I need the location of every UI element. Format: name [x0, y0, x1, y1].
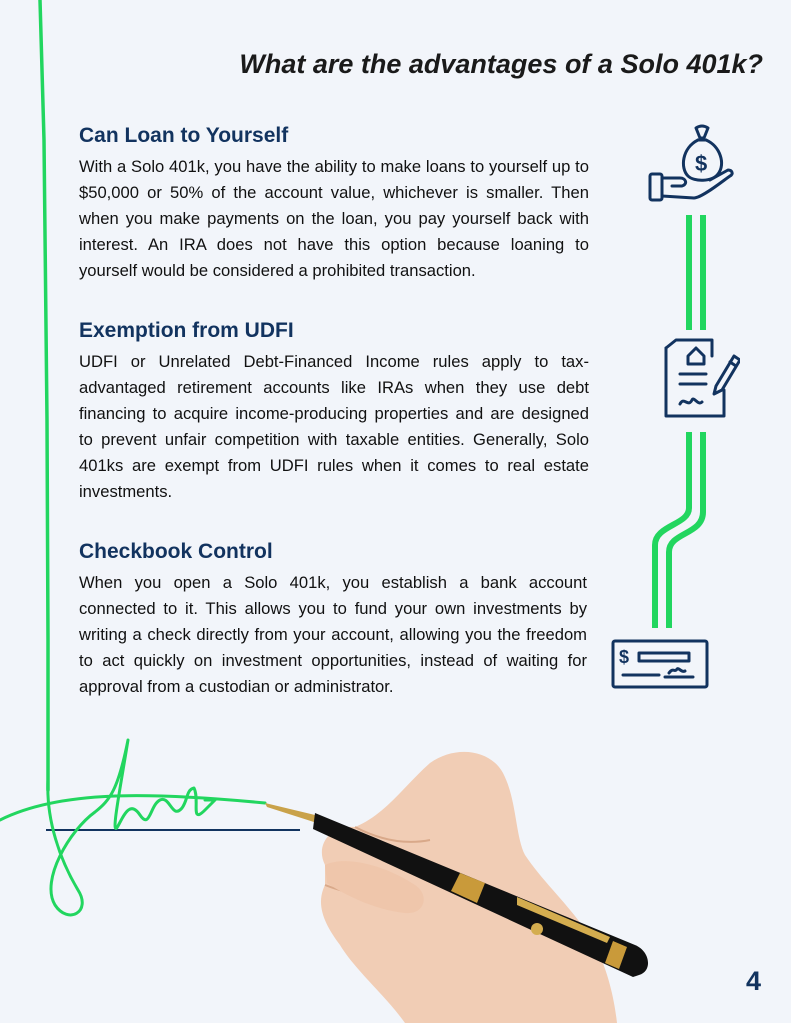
- svg-text:$: $: [619, 647, 630, 667]
- section-body: UDFI or Unrelated Debt-Financed Income rules apply to tax-advantaged retirement accounts like IRAs when they use debt financing to acquire income-producing properties and are designed to prevent unfair competition with taxable entities. Generally, Solo 401ks are exempt from UDFI rules when it comes to real estate investments.: [79, 352, 589, 501]
- property-contract-icon: [660, 336, 740, 424]
- connector-2: [655, 432, 703, 628]
- check-icon: [611, 639, 709, 689]
- page-number: 4: [745, 966, 761, 996]
- section-heading: Exemption from UDFI: [79, 319, 294, 342]
- svg-text:$: $: [695, 151, 708, 176]
- signature-scribble: [0, 740, 265, 915]
- page-title: What are the advantages of a Solo 401k?: [239, 49, 763, 79]
- section-body: When you open a Solo 401k, you establish a bank account connected to it. This allows you to fund your own investments by writing a check directly from your account, allowing you the freedom to act quickly on investment opportunities, instead of waiting for approval from a custodian or administrator.: [79, 573, 587, 696]
- section-body: With a Solo 401k, you have the ability to make loans to yourself up to $50,000 or 50% of the account value, whichever is smaller. Then when you make payments on the loan, you pay yourself back with interest. An IRA does not have this option because loaning to yourself would be considered a prohibited transaction.: [79, 157, 589, 280]
- section-loan: [79, 124, 589, 284]
- connector-1: [689, 215, 703, 330]
- section-heading: Checkbook Control: [79, 540, 273, 563]
- section-checkbook: [79, 540, 587, 700]
- hand-with-pen-illustration: [255, 745, 675, 1023]
- section-heading: Can Loan to Yourself: [79, 124, 289, 147]
- money-bag-hand-icon: [646, 122, 736, 212]
- section-udfi: [79, 319, 589, 505]
- left-green-line: [40, 0, 48, 790]
